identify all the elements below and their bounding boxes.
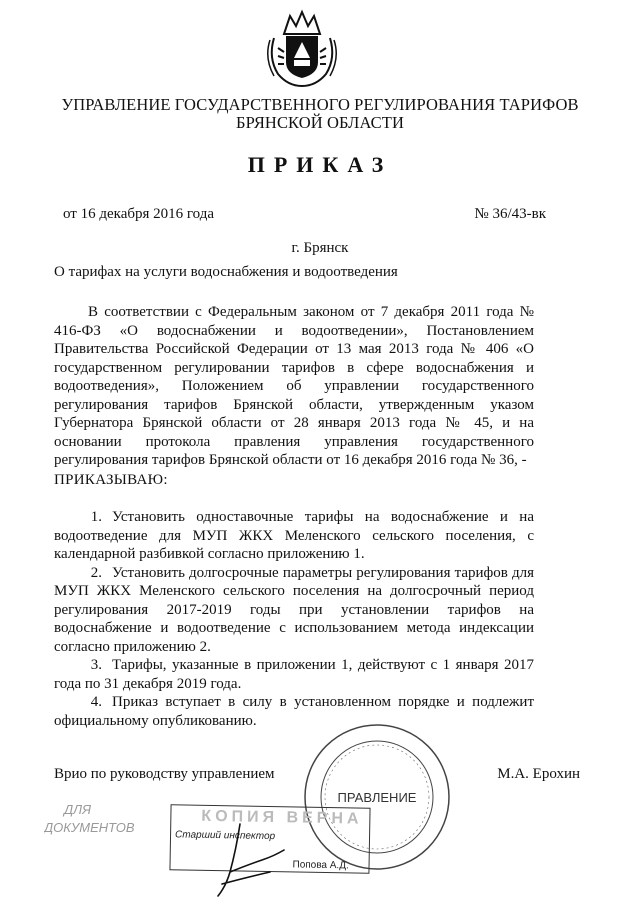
- document-type-title: ПРИКАЗ: [247, 152, 393, 177]
- order-item-text: Установить одноставочные тарифы на водоснабжение и на водоотведение для МУП ЖКХ Меленского сельского поселения, с календарной разбивкой согласно приложению 1.: [54, 509, 534, 562]
- order-item-text: Тарифы, указанные в приложении 1, действуют с 1 января 2017 года по 31 декабря 2019 года.: [54, 657, 534, 692]
- faded-stamp: [44, 790, 154, 850]
- organization-name-line-2: БРЯНСКОЙ ОБЛАСТИ: [236, 113, 404, 132]
- faded-stamp-line-2: ДОКУМЕНТОВ: [44, 820, 135, 835]
- coat-of-arms-icon: [264, 8, 340, 88]
- document-city: г. Брянск: [291, 240, 349, 256]
- preamble-paragraph: В соответствии с Федеральным законом от 7 декабря 2011 года № 416-ФЗ «О водоснабжении и водоотведении», Постановлением Правительства Российской Федерации от 13 мая 2013 года № 406 «О государственном регулировании тарифов в сфере водоснабжения и водоотведения», Положением об управлении государственного регулирования тарифов Брянской области, утвержденным указом Губернатора Брянской области от 28 января 2013 года № 45, и на основании протокола правления управления государственного регулирования тарифов Брянской области от 16 декабря 2016 года № 36, -: [54, 304, 534, 468]
- order-item-3: [54, 656, 534, 693]
- order-items-list: [54, 508, 534, 730]
- order-item-number: 2.: [90, 564, 102, 581]
- order-item-2: [54, 564, 534, 657]
- faded-stamp-line-1: ДЛЯ: [64, 802, 91, 817]
- order-item-text: Установить долгосрочные параметры регулирования тарифов для МУП ЖКХ Меленского сельского поселения на долгосрочный период регулирования 2017-2019 годы при установлении тарифов на водоснабжение и водоотведение с использованием метода индексации согласно приложению 2.: [54, 564, 534, 655]
- order-item-1: [54, 508, 534, 564]
- order-item-text: Приказ вступает в силу в установленном порядке и подлежит официальному опубликованию.: [54, 694, 534, 729]
- order-item-number: 4.: [90, 694, 102, 710]
- order-item-number: 1.: [90, 509, 102, 525]
- seal-center-text: ПРАВЛЕНИЕ: [337, 790, 417, 805]
- copy-stamp-title: КОПИЯ ВЕРНА: [201, 807, 363, 828]
- handwritten-signature-icon: [200, 820, 290, 900]
- document-number: № 36/43-вк: [474, 206, 546, 222]
- order-item-4: [54, 693, 534, 730]
- document-date: от 16 декабря 2016 года: [63, 206, 215, 222]
- organization-name-line-1: УПРАВЛЕНИЕ ГОСУДАРСТВЕННОГО РЕГУЛИРОВАНИЯ ТАРИФОВ: [61, 95, 579, 114]
- signatory-role: Врио по руководству управлением: [54, 766, 275, 782]
- copy-stamp-name: Попова А.Д.: [292, 859, 349, 872]
- signatory-name: М.А. Ерохин: [497, 766, 580, 782]
- document-subject: О тарифах на услуги водоснабжения и водоотведения: [54, 264, 398, 280]
- copy-stamp-role: Старший инспектор: [174, 829, 276, 843]
- order-heading: ПРИКАЗЫВАЮ:: [54, 472, 168, 488]
- order-item-number: 3.: [90, 657, 102, 673]
